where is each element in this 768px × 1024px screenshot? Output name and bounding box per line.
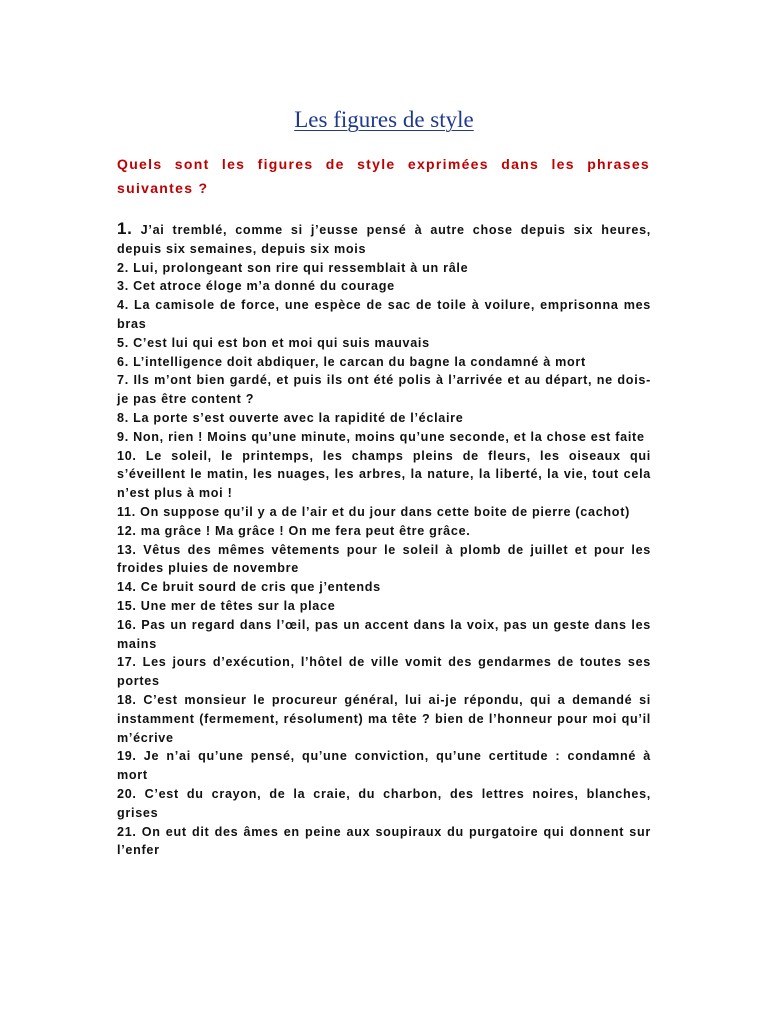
sentence-text: La porte s’est ouverte avec la rapidité de l’éclaire — [128, 410, 464, 425]
sentence-text: Ils m’ont bien gardé, et puis ils ont été polis à l’arrivée et au départ, ne dois-je pas être content ? — [117, 373, 651, 407]
sentence-item — [117, 503, 651, 522]
sentence-number: 19. — [117, 749, 137, 764]
sentence-text: Lui, prolongeant son rire qui ressemblait à un râle — [128, 260, 469, 275]
sentence-text: On eut dit des âmes en peine aux soupiraux du purgatoire qui donnent sur l’enfer — [117, 824, 651, 858]
sentence-text: Non, rien ! Moins qu’une minute, moins qu’une seconde, et la chose est faite — [128, 429, 645, 444]
sentence-text: C’est du crayon, de la craie, du charbon, des lettres noires, blanches, grises — [117, 786, 651, 820]
sentence-number: 14. — [117, 580, 137, 595]
sentence-number: 15. — [117, 598, 137, 613]
sentence-text: Cet atroce éloge m’a donné du courage — [128, 279, 395, 294]
sentence-number: 3. — [117, 279, 129, 294]
sentence-number: 16. — [117, 617, 137, 632]
sentence-number: 6. — [117, 354, 129, 369]
sentence-text: Le soleil, le printemps, les champs pleins de fleurs, les oiseaux qui s’éveillent le matin, les nuages, les arbres, la nature, la liberté, la vie, tout cela n’est plus à moi ! — [117, 448, 651, 501]
sentence-item — [117, 371, 651, 409]
sentence-number: 5. — [117, 335, 129, 350]
sentence-list — [117, 220, 651, 860]
sentence-text: C’est monsieur le procureur général, lui ai-je répondu, qui a demandé si instamment (fermement, résolument) ma tête ? bien de l’honneur pour moi qu’il m’écrive — [117, 692, 651, 745]
sentence-text: Vêtus des mêmes vêtements pour le soleil à plomb de juillet et pour les froides pluies de novembre — [117, 542, 651, 576]
sentence-text: L’intelligence doit abdiquer, le carcan du bagne la condamné à mort — [128, 354, 586, 369]
sentence-item — [117, 334, 651, 353]
question-heading: Quels sont les figures de style exprimées dans les phrases suivantes ? — [117, 156, 650, 196]
sentence-item — [117, 541, 651, 579]
sentence-item — [117, 653, 651, 691]
sentence-number: 18. — [117, 692, 137, 707]
sentence-item — [117, 428, 651, 447]
sentence-text: Je n’ai qu’une pensé, qu’une conviction, qu’une certitude : condamné à mort — [117, 749, 651, 783]
sentence-item — [117, 785, 651, 823]
sentence-text: Pas un regard dans l’œil, pas un accent dans la voix, pas un geste dans les mains — [117, 617, 651, 651]
sentence-item — [117, 823, 651, 861]
sentence-number: 13. — [117, 542, 137, 557]
sentence-text: J’ai tremblé, comme si j’eusse pensé à autre chose depuis six heures, depuis six semaines, depuis six mois — [117, 223, 651, 256]
sentence-text: On suppose qu’il y a de l’air et du jour dans cette boite de pierre (cachot) — [135, 504, 630, 519]
sentence-number: 8. — [117, 410, 129, 425]
sentence-text: Une mer de têtes sur la place — [136, 598, 336, 613]
sentence-number: 20. — [117, 786, 137, 801]
sentence-text: Ce bruit sourd de cris que j’entends — [136, 580, 381, 595]
sentence-item — [117, 747, 651, 785]
sentence-item — [117, 616, 651, 654]
sentence-number: 9. — [117, 429, 129, 444]
sentence-number: 10. — [117, 448, 137, 463]
sentence-item — [117, 447, 651, 503]
sentence-item — [117, 259, 651, 278]
sentence-number: 4. — [117, 298, 129, 313]
sentence-item — [117, 597, 651, 616]
sentence-text: ma grâce ! Ma grâce ! On me fera peut être grâce. — [136, 523, 471, 538]
sentence-number: 12. — [117, 523, 137, 538]
sentence-number: 21. — [117, 824, 137, 839]
sentence-item — [117, 522, 651, 541]
sentence-number: 11. — [117, 504, 136, 519]
sentence-item — [117, 277, 651, 296]
sentence-number: 7. — [117, 373, 129, 388]
sentence-number: 2. — [117, 260, 129, 275]
sentence-text: La camisole de force, une espèce de sac de toile à voilure, emprisonna mes bras — [117, 298, 651, 331]
sentence-item — [117, 220, 651, 259]
sentence-item — [117, 578, 651, 597]
sentence-item — [117, 409, 651, 428]
sentence-item — [117, 353, 651, 372]
sentence-text: C’est lui qui est bon et moi qui suis mauvais — [128, 335, 430, 350]
sentence-item — [117, 691, 651, 747]
sentence-text: Les jours d’exécution, l’hôtel de ville vomit des gendarmes de toutes ses portes — [117, 655, 651, 689]
sentence-number: 17. — [117, 655, 137, 670]
page-title: Les figures de style — [294, 107, 474, 132]
sentence-item — [117, 296, 651, 334]
sentence-number: 1. — [117, 219, 133, 238]
